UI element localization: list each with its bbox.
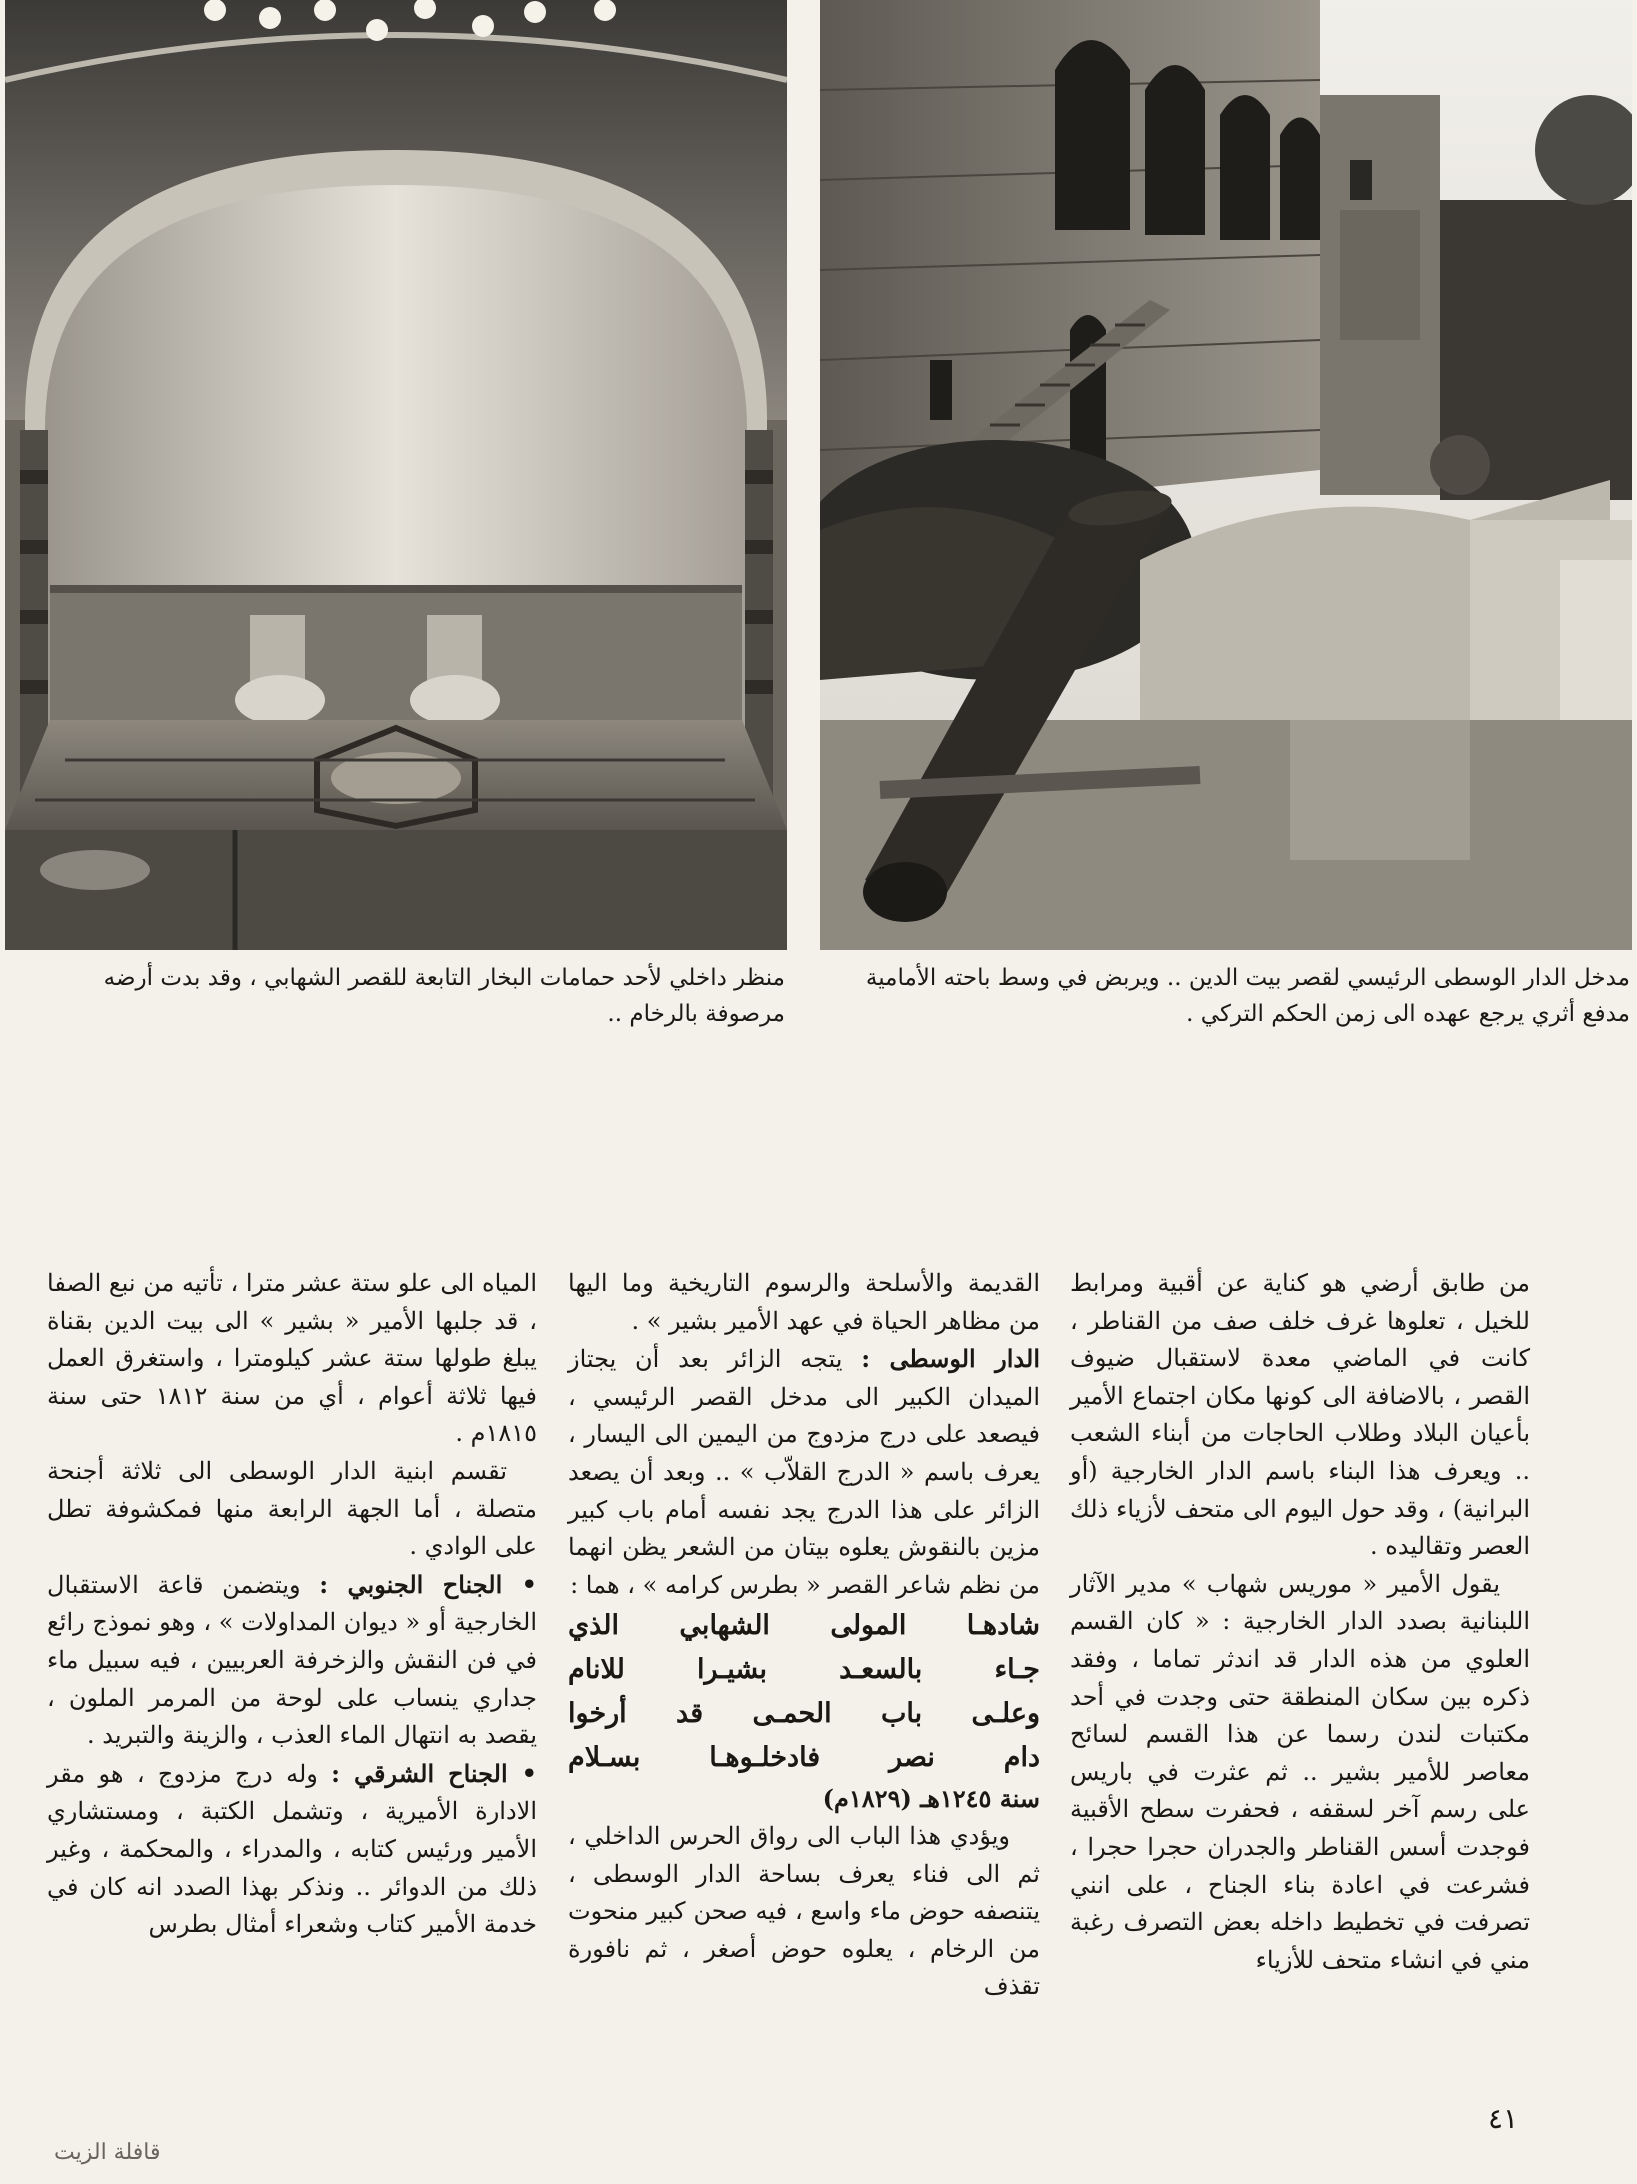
poem-line: جـاء بالسعـد بشيـرا للانام xyxy=(568,1654,1040,1686)
section-heading-south-wing: • الجناح الجنوبي : xyxy=(319,1569,537,1599)
paragraph-text: يتجه الزائر بعد أن يجتاز الميدان الكبير الى مدخل القصر الرئيسي ، فيصعد على درج مزدوج من اليمين الى اليسار ، يعرف باسم « الدرج القلاّب » .. وبعد أن يصعد الزائر على هذا الدرج يجد نفسه أمام باب كبير مزين بالنقوش يعلوه بيتان من الشعر يظن انهما من نظم شاعر القصر « بطرس كرامه » ، هما : xyxy=(568,1345,1040,1599)
paragraph: المياه الى علو ستة عشر مترا ، تأتيه من نبع الصفا ، قد جلبها الأمير « بشير » الى بيت الدين بقناة يبلغ طولها ستة عشر كيلومترا ، واستغرق العمل فيها ثلاثة أعوام ، أي من سنة ١٨١٢ حتى سنة ١٨١٥م . xyxy=(47,1269,538,1448)
magazine-name: قافلة الزيت xyxy=(54,2140,161,2165)
poem-line: دام نصر فادخلـوهـا بسـلام xyxy=(568,1742,1040,1774)
article-column-left xyxy=(47,1265,537,1944)
poem-line: وعلـى باب الحمـى قد أرخوا xyxy=(568,1698,1040,1730)
bath-interior-image xyxy=(5,0,787,950)
section-heading-middle-house: الدار الوسطى : xyxy=(861,1344,1040,1374)
caption-courtyard: مدخل الدار الوسطى الرئيسي لقصر بيت الدين .. ويربض في وسط باحته الأمامية مدفع أثري يرجع عهده الى زمن الحكم التركي . xyxy=(865,965,1630,1027)
poem-line: شادهـا المولى الشهابي الذي xyxy=(568,1610,1040,1642)
paragraph: تقسم ابنية الدار الوسطى الى ثلاثة أجنحة متصلة ، أما الجهة الرابعة منها فمكشوفة تطل على الوادي . xyxy=(47,1456,537,1561)
paragraph: يقول الأمير « موريس شهاب » مدير الآثار اللبنانية بصدد الدار الخارجية : « كان القسم العلوي من هذه الدار قد اندثر تماما ، وفقد ذكره بين سكان المنطقة حتى وجدت في أحد مكتبات لندن رسما عن هذا القسم لسائح معاصر للأمير بشير .. ثم عثرت في باريس على رسم آخر لسقفه ، فحفرت سطح الأقبية فوجدت أسس القناطر والجدران حجرا حجرا ، فشرعت في اعادة بناء الجناح ، على انني تصرفت في تخطيط داخله بعض التصرف رغبة مني في انشاء متحف للأزياء xyxy=(1070,1569,1530,1974)
paragraph-text: ويتضمن قاعة الاستقبال الخارجية أو « ديوان المداولات » ، وهو نموذج رائع في فن النقش والزخرفة العربيين ، فيه سبيل ماء جداري ينساب على لوحة من المرمر الملون ، يقصد به انتهال الماء العذب ، والزينة والتبريد . xyxy=(47,1570,537,1750)
caption-bath: منظر داخلي لأحد حمامات البخار التابعة للقصر الشهابي ، وقد بدت أرضه مرصوفة بالرخام .. xyxy=(103,965,785,1027)
paragraph-with-heading xyxy=(568,1340,1040,1604)
section-heading-east-wing: • الجناح الشرقي : xyxy=(331,1758,537,1788)
paragraph: ويؤدي هذا الباب الى رواق الحرس الداخلي ، ثم الى فناء يعرف بساحة الدار الوسطى ، يتنصفه حوض ماء واسع ، فيه صحن كبير منحوت من الرخام ، يعلوه حوض أصغر ، ثم نافورة تقذف xyxy=(568,1821,1040,2001)
bath-interior-photo xyxy=(5,0,787,950)
paragraph-text: وله درج مزدوج ، هو مقر الادارة الأميرية ، وتشمل الكتبة ، ومستشاري الأمير ورئيس كتابه ، والمدراء ، والمحكمة ، وغير ذلك من الدوائر .. ونذكر بهذا الصدد انه كان في خدمة الأمير كتاب وشعراء أمثال بطرس xyxy=(47,1759,537,1939)
courtyard-cannon-photo xyxy=(820,0,1632,950)
paragraph-with-heading xyxy=(47,1755,537,1944)
page-number: ٤١ xyxy=(1488,2102,1519,2135)
poem-date: سنة ١٢٤٥هـ (١٨٢٩م) xyxy=(822,1784,1040,1814)
paragraph: القديمة والأسلحة والرسوم التاريخية وما اليها من مظاهر الحياة في عهد الأمير بشير » . xyxy=(568,1269,1040,1335)
article-column-middle xyxy=(568,1265,1040,2006)
courtyard-cannon-image xyxy=(820,0,1632,950)
article-column-right xyxy=(1070,1265,1530,1979)
paragraph: من طابق أرضي هو كناية عن أقبية ومرابط للخيل ، تعلوها غرف خلف صف من القناطر ، كانت في الماضي معدة لاستقبال ضيوف القصر ، بالاضافة الى كونها مكان اجتماع الأمير بأعيان البلاد وطلاب الحاجات من أبناء الشعب .. ويعرف هذا البناء باسم الدار الخارجية (أو البرانية) ، وقد حول اليوم الى متحف لأزياء ذلك العصر وتقاليده . xyxy=(1070,1269,1530,1561)
paragraph-with-heading xyxy=(47,1566,537,1755)
